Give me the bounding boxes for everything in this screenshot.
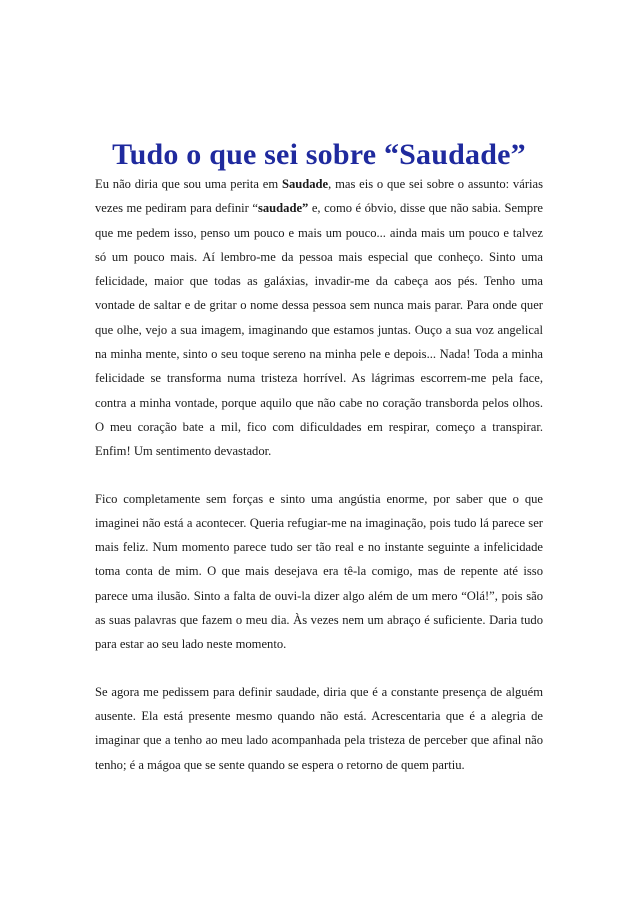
paragraph-2: [95, 487, 543, 657]
text-segment: Eu não diria que sou uma perita em: [95, 177, 282, 191]
document-title: Tudo o que sei sobre “Saudade”: [112, 138, 526, 172]
paragraph-3: [95, 680, 543, 777]
bold-text-saudade-quoted: saudade”: [257, 201, 309, 216]
document-body: [95, 172, 543, 777]
paragraph-1: [95, 172, 543, 464]
text-segment: e, como é óbvio, disse que não sabia. Sempre que me pedem isso, penso um pouco e mais um pouco... ainda mais um pouco e talvez só um pouco mais. Aí lembro-me da pessoa mais especial que conheço. Sinto uma felicidade, maior que todas as galáxias, invadir-me da cabeça aos pés. Tenho uma vontade de saltar e de gritar o nome dessa pessoa sem nunca mais parar. Para onde quer que olhe, vejo a sua imagem, imaginando que estamos juntas. Ouço a sua voz angelical na minha mente, sinto o seu toque sereno na minha pele e depois... Nada! Toda a minha felicidade se transforma numa tristeza horrível. As lágrimas escorrem-me pela face, contra a minha vontade, porque aquilo que não cabe no coração transborda pelos olhos. O meu coração bate a mil, fico com dificuldades em respirar, começo a transpirar. Enfim! Um sentimento devastador.: [95, 201, 544, 459]
text-segment: , mas eis o que sei sobre o assunto: várias vezes me pediram para definir “: [95, 177, 544, 216]
text-segment: Se agora me pedissem para definir saudade, diria que é a constante presença de alguém ausente. Ela está presente mesmo quando não está. Acrescentaria que é a alegria de imaginar que a tenho ao meu lado acompanhada pela tristeza de perceber que afinal não tenho; é a mágoa que se sente quando se espera o retorno de quem partiu.: [95, 684, 543, 772]
text-segment: Fico completamente sem forças e sinto uma angústia enorme, por saber que o que imaginei não está a acontecer. Queria refugiar-me na imaginação, pois tudo lá parece ser mais feliz. Num momento parece tudo ser tão real e no instante seguinte a infelicidade toma conta de mim. O que mais desejava era tê-la comigo, mas de repente até isso parece uma ilusão. Sinto a falta de ouvi-la dizer algo além de um mero “Olá!”, pois são as suas palavras que fazem o meu dia. Às vezes nem um abraço é suficiente. Daria tudo para estar ao seu lado neste momento.: [95, 491, 543, 652]
bold-text-saudade: Saudade: [281, 177, 329, 191]
